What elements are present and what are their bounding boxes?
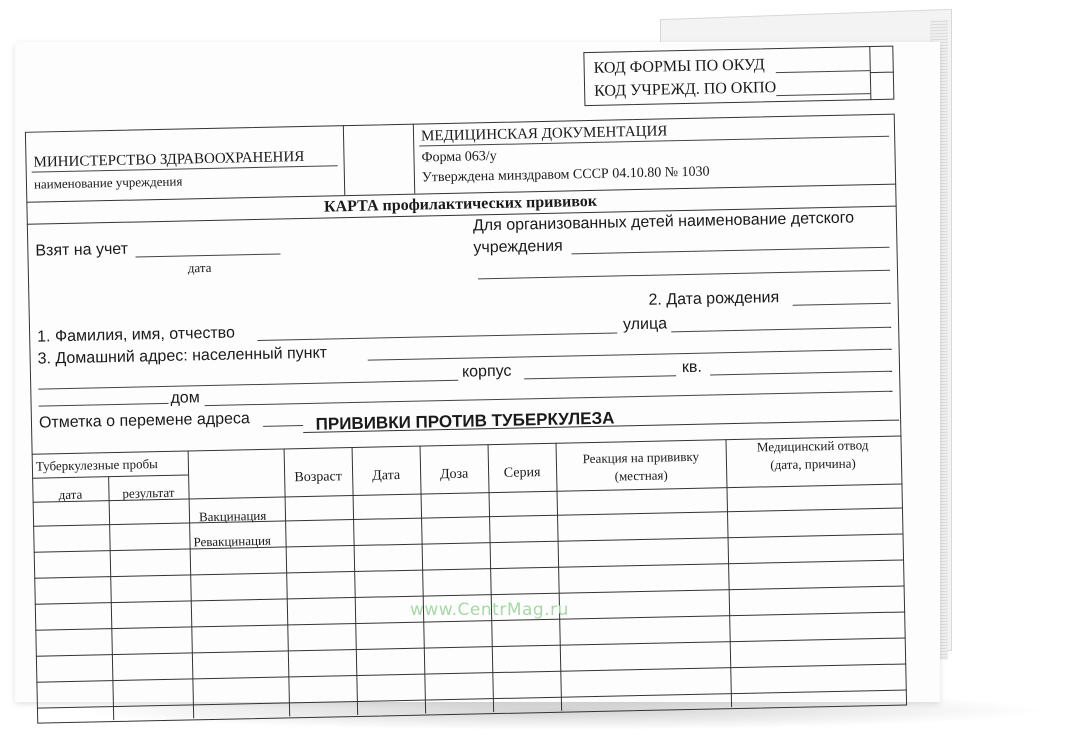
registered-label: Взят на учет xyxy=(35,240,129,260)
date-header: Дата xyxy=(372,468,401,484)
birth-date-label: 2. Дата рождения xyxy=(648,289,780,309)
form-title: КАРТА профилактических прививок xyxy=(323,192,598,216)
home-address-label: 3. Домашний адрес: населенный пункт xyxy=(37,344,328,368)
exemption-header-line1: Медицинский отвод xyxy=(756,437,869,455)
street-label: улица xyxy=(622,315,668,334)
form-content xyxy=(23,44,962,723)
reaction-header-line1: Реакция на прививку xyxy=(582,448,700,467)
form-number: Форма 063/у xyxy=(421,148,497,166)
watermark: www.CentrMag.ru xyxy=(410,600,569,620)
institution-label: учреждения xyxy=(473,237,563,257)
apartment-label: кв. xyxy=(681,358,703,377)
med-doc-label: МЕДИЦИНСКАЯ ДОКУМЕНТАЦИЯ xyxy=(420,123,668,145)
revaccination-label: Ревакцинация xyxy=(193,532,272,550)
org-children-label: Для организованных детей наименование детского xyxy=(472,209,855,235)
okud-label: КОД ФОРМЫ ПО ОКУД xyxy=(593,56,765,77)
tb-section-title: ПРИВИВКИ ПРОТИВ ТУБЕРКУЛЕЗА xyxy=(315,408,615,434)
exemption-header-line2: (дата, причина) xyxy=(770,455,856,473)
building-label: корпус xyxy=(461,362,512,381)
vaccination-label: Вакцинация xyxy=(198,507,267,525)
address-change-label: Отметка о перемене адреса xyxy=(38,410,250,432)
house-label: дом xyxy=(170,389,200,407)
ministry-name: МИНИСТЕРСТВО ЗДРАВООХРАНЕНИЯ xyxy=(33,148,305,171)
series-header: Серия xyxy=(503,465,541,481)
registered-date-caption: дата xyxy=(187,259,212,276)
institution-caption: наименование учреждения xyxy=(33,173,183,192)
reaction-header-line2: (местная) xyxy=(614,467,668,484)
tuberculin-tests-header: Туберкулезные пробы xyxy=(35,456,158,474)
approval-text: Утверждена минздравом СССР 04.10.80 № 1030 xyxy=(421,164,710,186)
tuberculin-date-header: дата xyxy=(58,486,83,503)
dose-header: Доза xyxy=(439,466,469,483)
age-header: Возраст xyxy=(294,469,343,486)
tuberculin-result-header: результат xyxy=(122,484,175,501)
full-name-label: 1. Фамилия, имя, отчество xyxy=(37,324,236,346)
okpo-label: КОД УЧРЕЖД. ПО ОКПО xyxy=(593,79,777,100)
